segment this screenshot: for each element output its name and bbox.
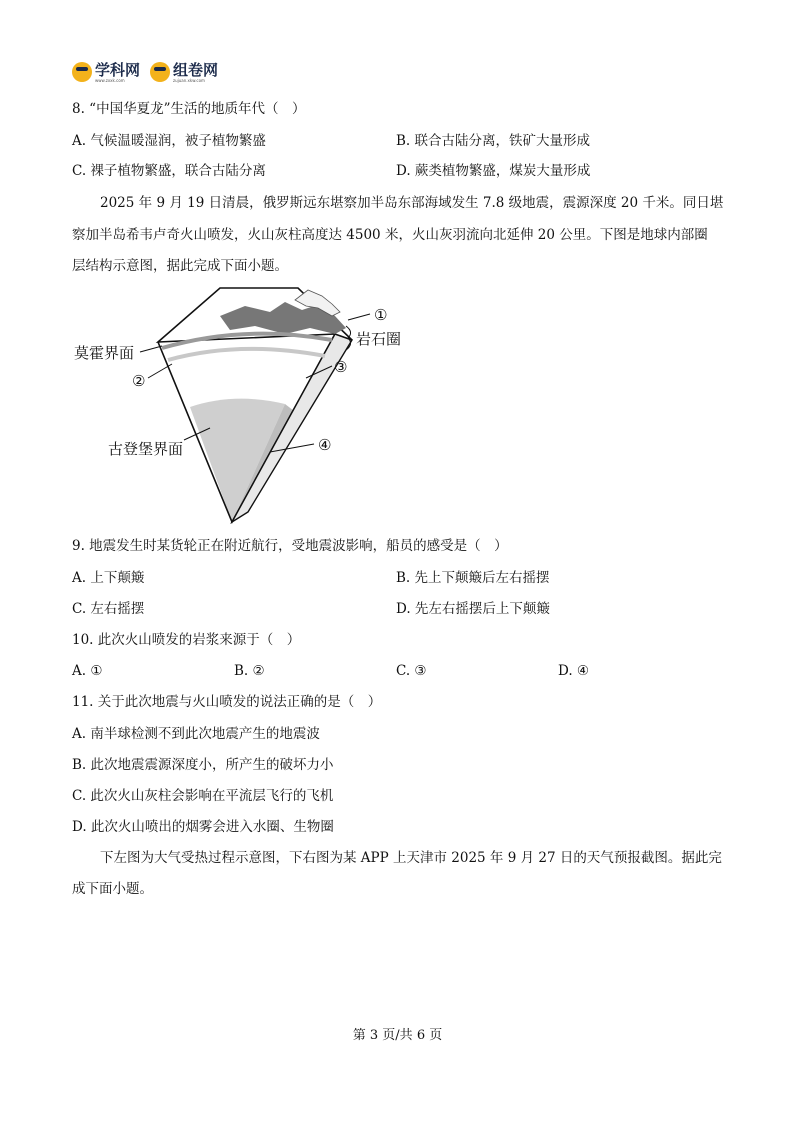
q9-option-a: A. 上下颠簸 (72, 570, 145, 586)
passage2-line1: 下左图为大气受热过程示意图，下右图为某 APP 上天津市 2025 年 9 月 27 日的天气预报截图。据此完 (100, 850, 722, 866)
q9-option-d: D. 先左右摇摆后上下颠簸 (396, 601, 550, 617)
q9-stem: 9. 地震发生时某货轮正在附近航行，受地震波影响，船员的感受是（ ） (72, 538, 508, 554)
q8-option-d: D. 蕨类植物繁盛，煤炭大量形成 (396, 163, 591, 179)
q8-stem: 8. “中国华夏龙”生活的地质年代（ ） (72, 101, 306, 117)
q10-option-d: D. ④ (558, 663, 590, 679)
mortarboard-icon (150, 62, 170, 82)
logo-zujuanwang (150, 62, 218, 83)
passage1-line2: 察加半岛希韦卢奇火山喷发，火山灰柱高度达 4500 米，火山灰羽流向北延伸 20 公里。下图是地球内部圈 (72, 227, 708, 243)
header-logo (72, 60, 218, 84)
page-number: 第 3 页/共 6 页 (352, 1028, 443, 1043)
q8-option-b: B. 联合古陆分离，铁矿大量形成 (396, 133, 591, 149)
logo2-sub: zujuan.xkw.com (173, 77, 205, 83)
earth-interior-diagram (70, 282, 410, 527)
q9-option-c: C. 左右摇摆 (72, 601, 145, 617)
q10-stem: 10. 此次火山喷发的岩浆来源于（ ） (72, 632, 301, 648)
logo-xuekewang (72, 62, 140, 83)
logo1-text: 学科网 (95, 60, 141, 79)
q11-option-b: B. 此次地震震源深度小，所产生的破坏力小 (72, 757, 334, 773)
q11-stem: 11. 关于此次地震与火山喷发的说法正确的是（ ） (72, 694, 382, 710)
label-gutenberg: 古登堡界面 (108, 440, 184, 458)
q10-option-c: C. ③ (396, 663, 427, 679)
logo1-sub: www.zxxk.com (95, 77, 125, 83)
label-lithosphere: 岩石圈 (356, 330, 402, 348)
mark-4: ④ (318, 436, 332, 454)
q8-option-c: C. 裸子植物繁盛，联合古陆分离 (72, 163, 266, 179)
lithosphere-band (168, 349, 325, 360)
q9-option-b: B. 先上下颠簸后左右摇摆 (396, 570, 550, 586)
passage1-line3: 层结构示意图，据此完成下面小题。 (72, 258, 288, 274)
logo2-text: 组卷网 (173, 60, 219, 79)
q10-option-a: A. ① (72, 663, 103, 679)
q11-option-a: A. 南半球检测不到此次地震产生的地震波 (72, 726, 320, 742)
q11-option-c: C. 此次火山灰柱会影响在平流层飞行的飞机 (72, 788, 334, 804)
mark-2: ② (132, 372, 146, 390)
q10-option-b: B. ② (234, 663, 265, 679)
q8-option-a: A. 气候温暖湿润，被子植物繁盛 (72, 133, 266, 149)
mark-3: ③ (334, 358, 348, 376)
mark-1: ① (374, 306, 388, 324)
passage1-line1: 2025 年 9 月 19 日清晨，俄罗斯远东堪察加半岛东部海域发生 7.8 级地震，震源深度 20 千米。同日堪 (100, 195, 724, 211)
passage2-line2: 成下面小题。 (72, 881, 153, 897)
q11-option-d: D. 此次火山喷出的烟雾会进入水圈、生物圈 (72, 819, 334, 835)
mortarboard-icon (72, 62, 92, 82)
label-moho: 莫霍界面 (74, 344, 135, 362)
